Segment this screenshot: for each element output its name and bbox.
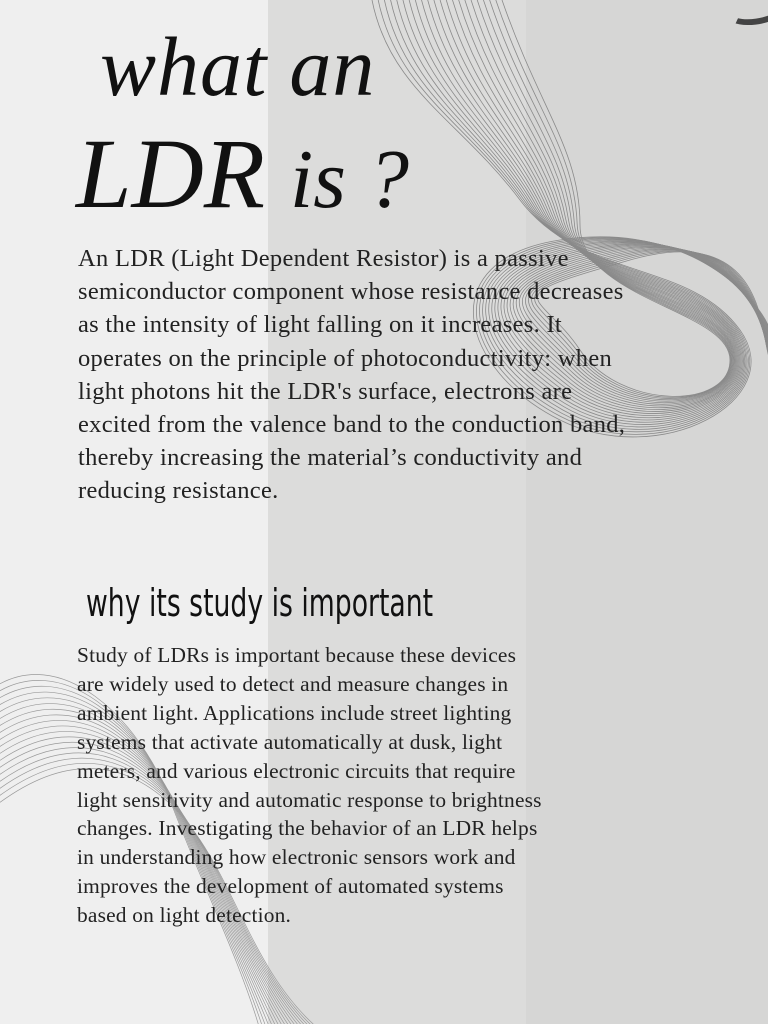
page-title-ldr: LDR — [76, 118, 265, 229]
page-title-question: is ? — [289, 133, 409, 226]
study-importance-paragraph: Study of LDRs is important because these devices are widely used to detect and measure changes in ambient light. Applications include street lighting systems that activate automatically at dusk, light meters, and various electronic circuits that require light sensitivity and automatic response to brightness changes. Investigating the behavior of an LDR helps in understanding how electronic sensors work and improves the development of automated systems based on light detection. — [77, 643, 542, 928]
page-title-line-1: what an — [100, 21, 376, 114]
ldr-definition-paragraph: An LDR (Light Dependent Resistor) is a passive semiconductor component whose resistance decreases as the intensity of light falling on it increases. It operates on the principle of photoconductivity: when light photons hit the LDR's surface, electrons are excited from the valence band to the conduction band, thereby increasing the material’s conductivity and reducing resistance. — [78, 245, 626, 505]
study-importance-heading: why its study is important — [86, 581, 434, 625]
page-title-line-2 — [76, 118, 409, 229]
